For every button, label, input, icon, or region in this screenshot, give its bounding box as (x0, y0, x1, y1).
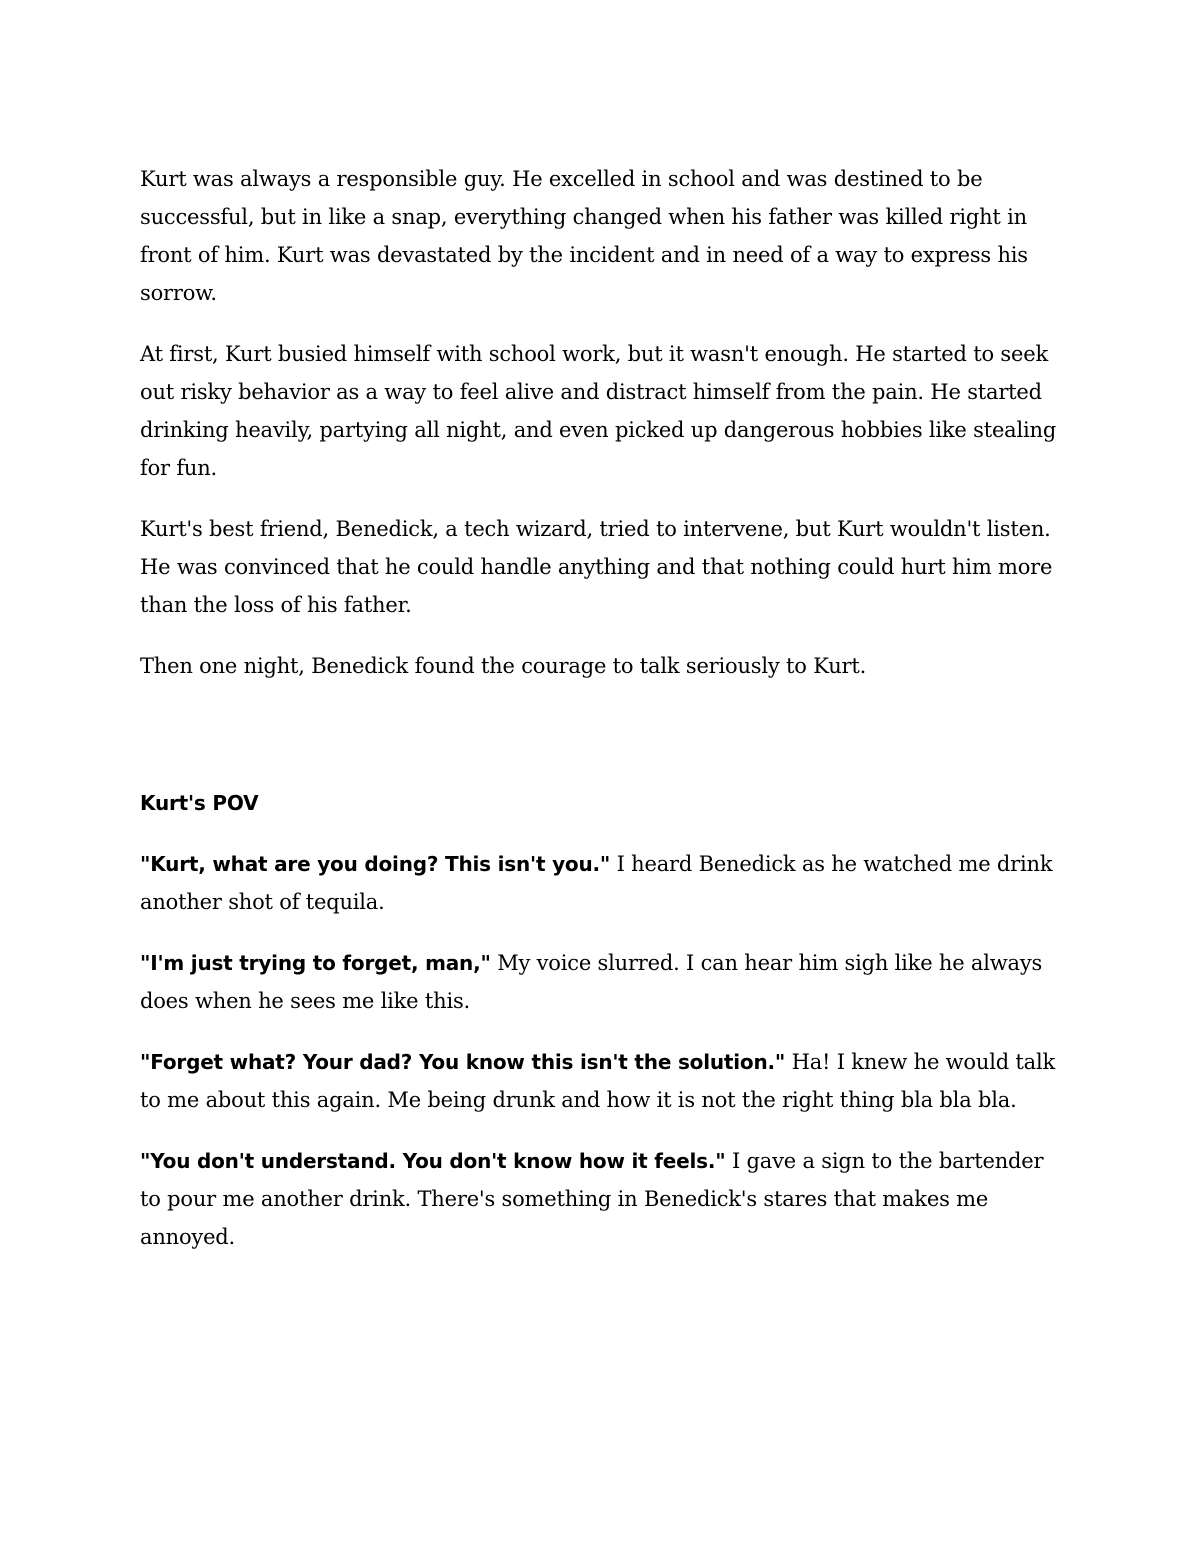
dialogue-paragraph-3 (140, 1043, 1065, 1119)
dialogue-paragraph-1 (140, 845, 1065, 921)
section-break (140, 708, 1065, 784)
dialogue-speech: "Kurt, what are you doing? This isn't you." (140, 852, 611, 876)
narrative-paragraph-4: Then one night, Benedick found the courage to talk seriously to Kurt. (140, 654, 867, 678)
narrative-paragraph-3: Kurt's best friend, Benedick, a tech wizard, tried to intervene, but Kurt wouldn't listen. He was convinced that he could handle anything and that nothing could hurt him more than the loss of his father. (140, 517, 1053, 617)
narrative-paragraph-2: At first, Kurt busied himself with school work, but it wasn't enough. He started to seek out risky behavior as a way to feel alive and distract himself from the pain. He started drinking heavily, partying all night, and even picked up dangerous hobbies like stealing for fun. (140, 342, 1057, 480)
dialogue-paragraph-4 (140, 1142, 1065, 1256)
dialogue-speech: "Forget what? Your dad? You know this isn't the solution." (140, 1050, 786, 1074)
document-body (140, 160, 1065, 1279)
pov-heading: Kurt's POV (140, 791, 259, 815)
dialogue-speech: "You don't understand. You don't know how it feels." (140, 1149, 726, 1173)
dialogue-narration: Ha! I knew he would talk to me about this again. Me being drunk and how it is not the right thing bla bla bla. (140, 1050, 1056, 1112)
dialogue-speech: "I'm just trying to forget, man," (140, 951, 491, 975)
dialogue-narration: My voice slurred. I can hear him sigh like he always does when he sees me like this. (140, 951, 1043, 1013)
dialogue-narration: I heard Benedick as he watched me drink another shot of tequila. (140, 852, 1053, 914)
narrative-paragraph-1: Kurt was always a responsible guy. He excelled in school and was destined to be successful, but in like a snap, everything changed when his father was killed right in front of him. Kurt was devastated by the incident and in need of a way to express his sorrow. (140, 167, 1028, 305)
dialogue-narration: I gave a sign to the bartender to pour me another drink. There's something in Benedick's stares that makes me annoyed. (140, 1149, 1044, 1249)
dialogue-paragraph-2 (140, 944, 1065, 1020)
